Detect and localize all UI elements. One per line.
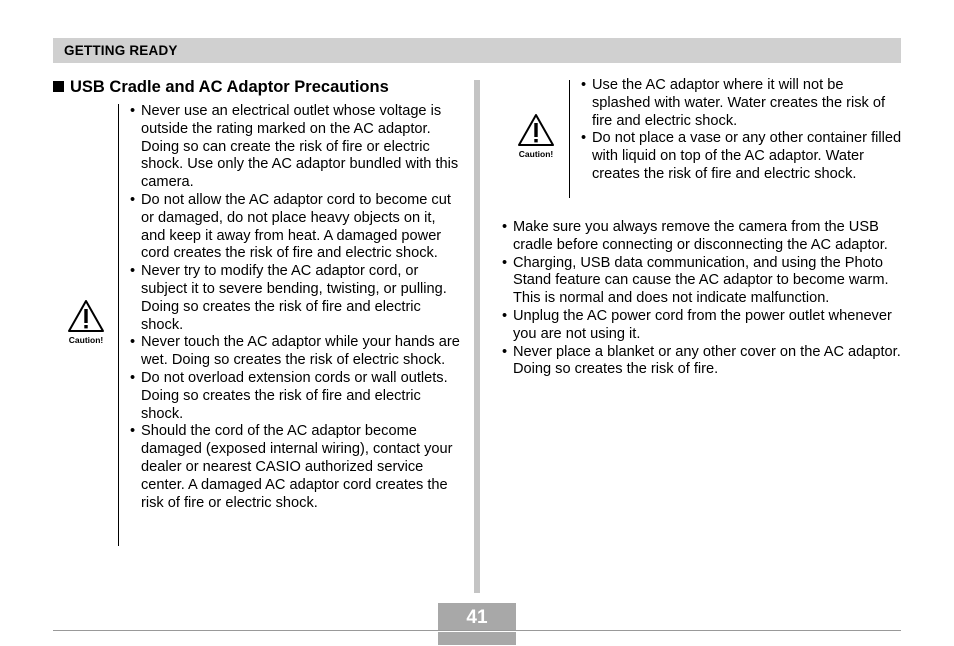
list-item: • Make sure you always remove the camera from the USB cradle before connecting or disconnecting the AC adaptor.	[502, 219, 902, 255]
list-item: • Should the cord of the AC adaptor become damaged (exposed internal wiring), contact your dealer or nearest CASIO authorized service center. A damaged AC adaptor cord creates the risk of fire or electric shock.	[130, 423, 460, 512]
list-item: • Unplug the AC power cord from the power outlet whenever you are not using it.	[502, 308, 902, 344]
square-bullet-icon	[53, 81, 64, 92]
caution-divider-left	[118, 104, 119, 546]
list-item: • Never try to modify the AC adaptor cord, or subject it to severe bending, twisting, or pulling. Doing so creates the risk of fire and electric shock.	[130, 263, 460, 334]
caution-label: Caution!	[518, 149, 554, 159]
header-title: GETTING READY	[64, 43, 178, 58]
list-item: • Charging, USB data communication, and using the Photo Stand feature can cause the AC adaptor to become warm. This is normal and does not indicate malfunction.	[502, 255, 902, 308]
column-divider	[474, 80, 480, 593]
list-item: • Never place a blanket or any other cover on the AC adaptor. Doing so creates the risk of fire.	[502, 344, 902, 380]
warning-triangle-icon	[67, 299, 105, 333]
list-item: • Use the AC adaptor where it will not be splashed with water. Water creates the risk of fire and electric shock.	[581, 77, 903, 130]
warning-triangle-icon	[517, 113, 555, 147]
left-precaution-list	[130, 103, 460, 512]
list-item: • Do not allow the AC adaptor cord to become cut or damaged, do not place heavy objects on it, and keep it away from heat. A damaged power cord creates the risk of fire and electric shock.	[130, 192, 460, 263]
right-precaution-list	[502, 219, 902, 379]
page-number-box	[438, 603, 516, 645]
list-item: • Do not overload extension cords or wall outlets. Doing so creates the risk of fire and electric shock.	[130, 370, 460, 423]
caution-block-right	[512, 113, 560, 159]
page-number: 41	[466, 607, 488, 628]
list-item: • Never touch the AC adaptor while your hands are wet. Doing so creates the risk of electric shock.	[130, 334, 460, 370]
section-heading	[53, 78, 389, 97]
section-heading-text: USB Cradle and AC Adaptor Precautions	[70, 78, 389, 96]
right-caution-list	[581, 77, 903, 184]
list-item: • Never use an electrical outlet whose voltage is outside the rating marked on the AC adaptor. Doing so can create the risk of fire or electric shock. Use only the AC adaptor bundled with this camera.	[130, 103, 460, 192]
header-bar	[53, 38, 901, 63]
caution-divider-right	[569, 80, 570, 198]
list-item: • Do not place a vase or any other container filled with liquid on top of the AC adaptor. Water creates the risk of fire and electric shock.	[581, 130, 903, 183]
page-number-tab-base	[438, 632, 516, 645]
caution-block-left	[62, 299, 110, 345]
caution-label: Caution!	[68, 335, 104, 345]
